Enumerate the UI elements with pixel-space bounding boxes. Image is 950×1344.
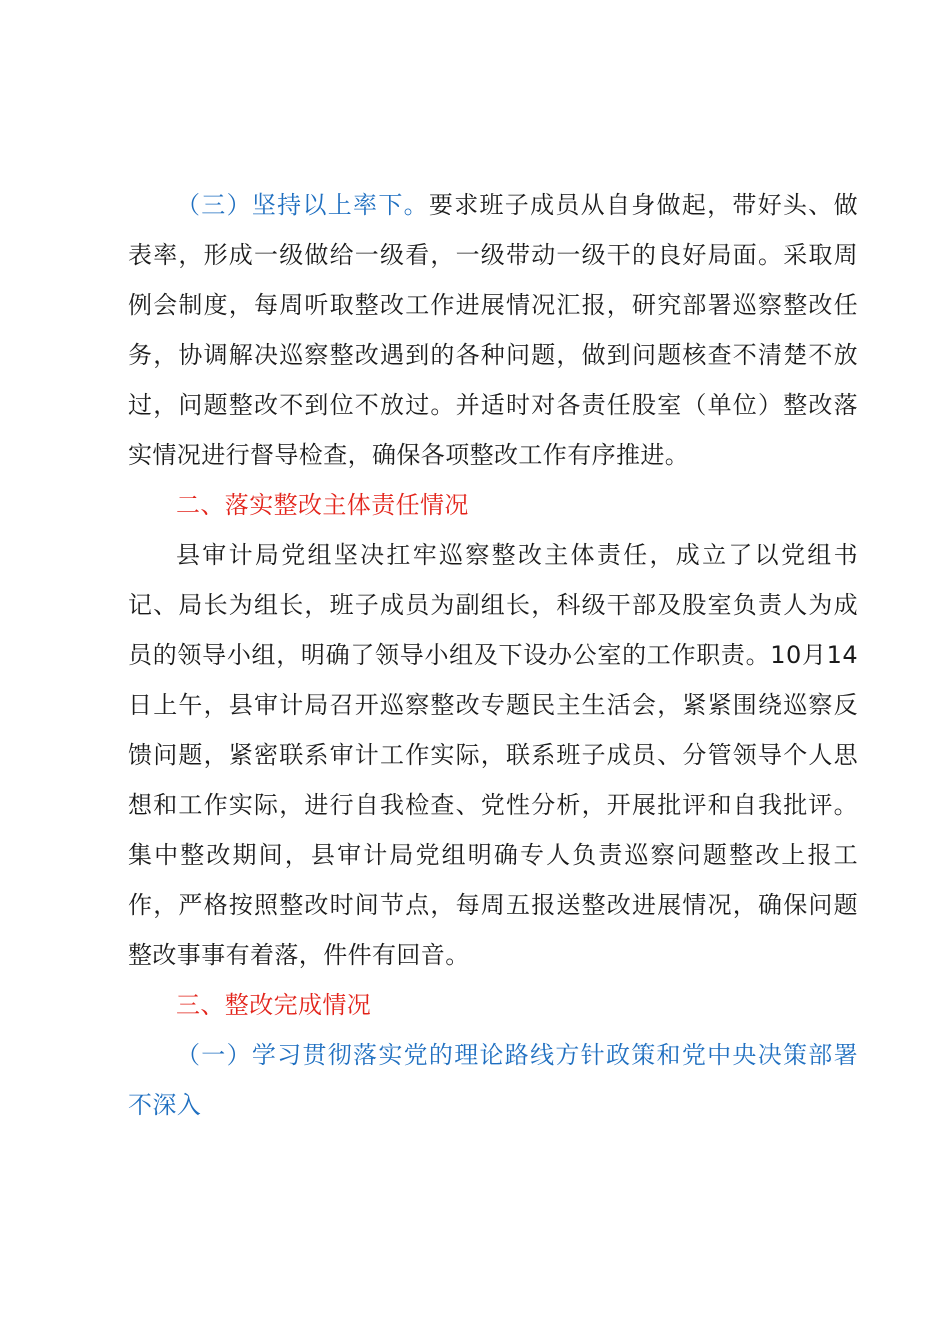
subsection-heading-lead-by-example: （三）坚持以上率下。 <box>176 191 429 219</box>
subsection-heading-study: （一）学习贯彻落实党的理论路线方针政策和党中央决策部署不深入 <box>128 1041 858 1119</box>
paragraph-lead-by-example <box>128 180 858 480</box>
document-body <box>128 180 858 1130</box>
paragraph-responsibility: 县审计局党组坚决扛牢巡察整改主体责任，成立了以党组书记、局长为组长，班子成员为副组长，科级干部及股室负责人为成员的领导小组，明确了领导小组及下设办公室的工作职责。10月14日上午，县审计局召开巡察整改专题民主生活会，紧紧围绕巡察反馈问题，紧密联系审计工作实际，联系班子成员、分管领导个人思想和工作实际，进行自我检查、党性分析，开展批评和自我批评。集中整改期间，县审计局党组明确专人负责巡察问题整改上报工作，严格按照整改时间节点，每周五报送整改进展情况，确保问题整改事事有着落，件件有回音。 <box>128 541 858 969</box>
section-heading-completion: 三、整改完成情况 <box>176 991 372 1019</box>
paragraph-text: 要求班子成员从自身做起，带好头、做表率，形成一级做给一级看，一级带动一级干的良好局面。采取周例会制度，每周听取整改工作进展情况汇报，研究部署巡察整改任务，协调解决巡察整改遇到的各种问题，做到问题核查不清楚不放过，问题整改不到位不放过。并适时对各责任股室（单位）整改落实情况进行督导检查，确保各项整改工作有序推进。 <box>128 191 858 469</box>
section-heading-responsibility: 二、落实整改主体责任情况 <box>176 491 469 519</box>
